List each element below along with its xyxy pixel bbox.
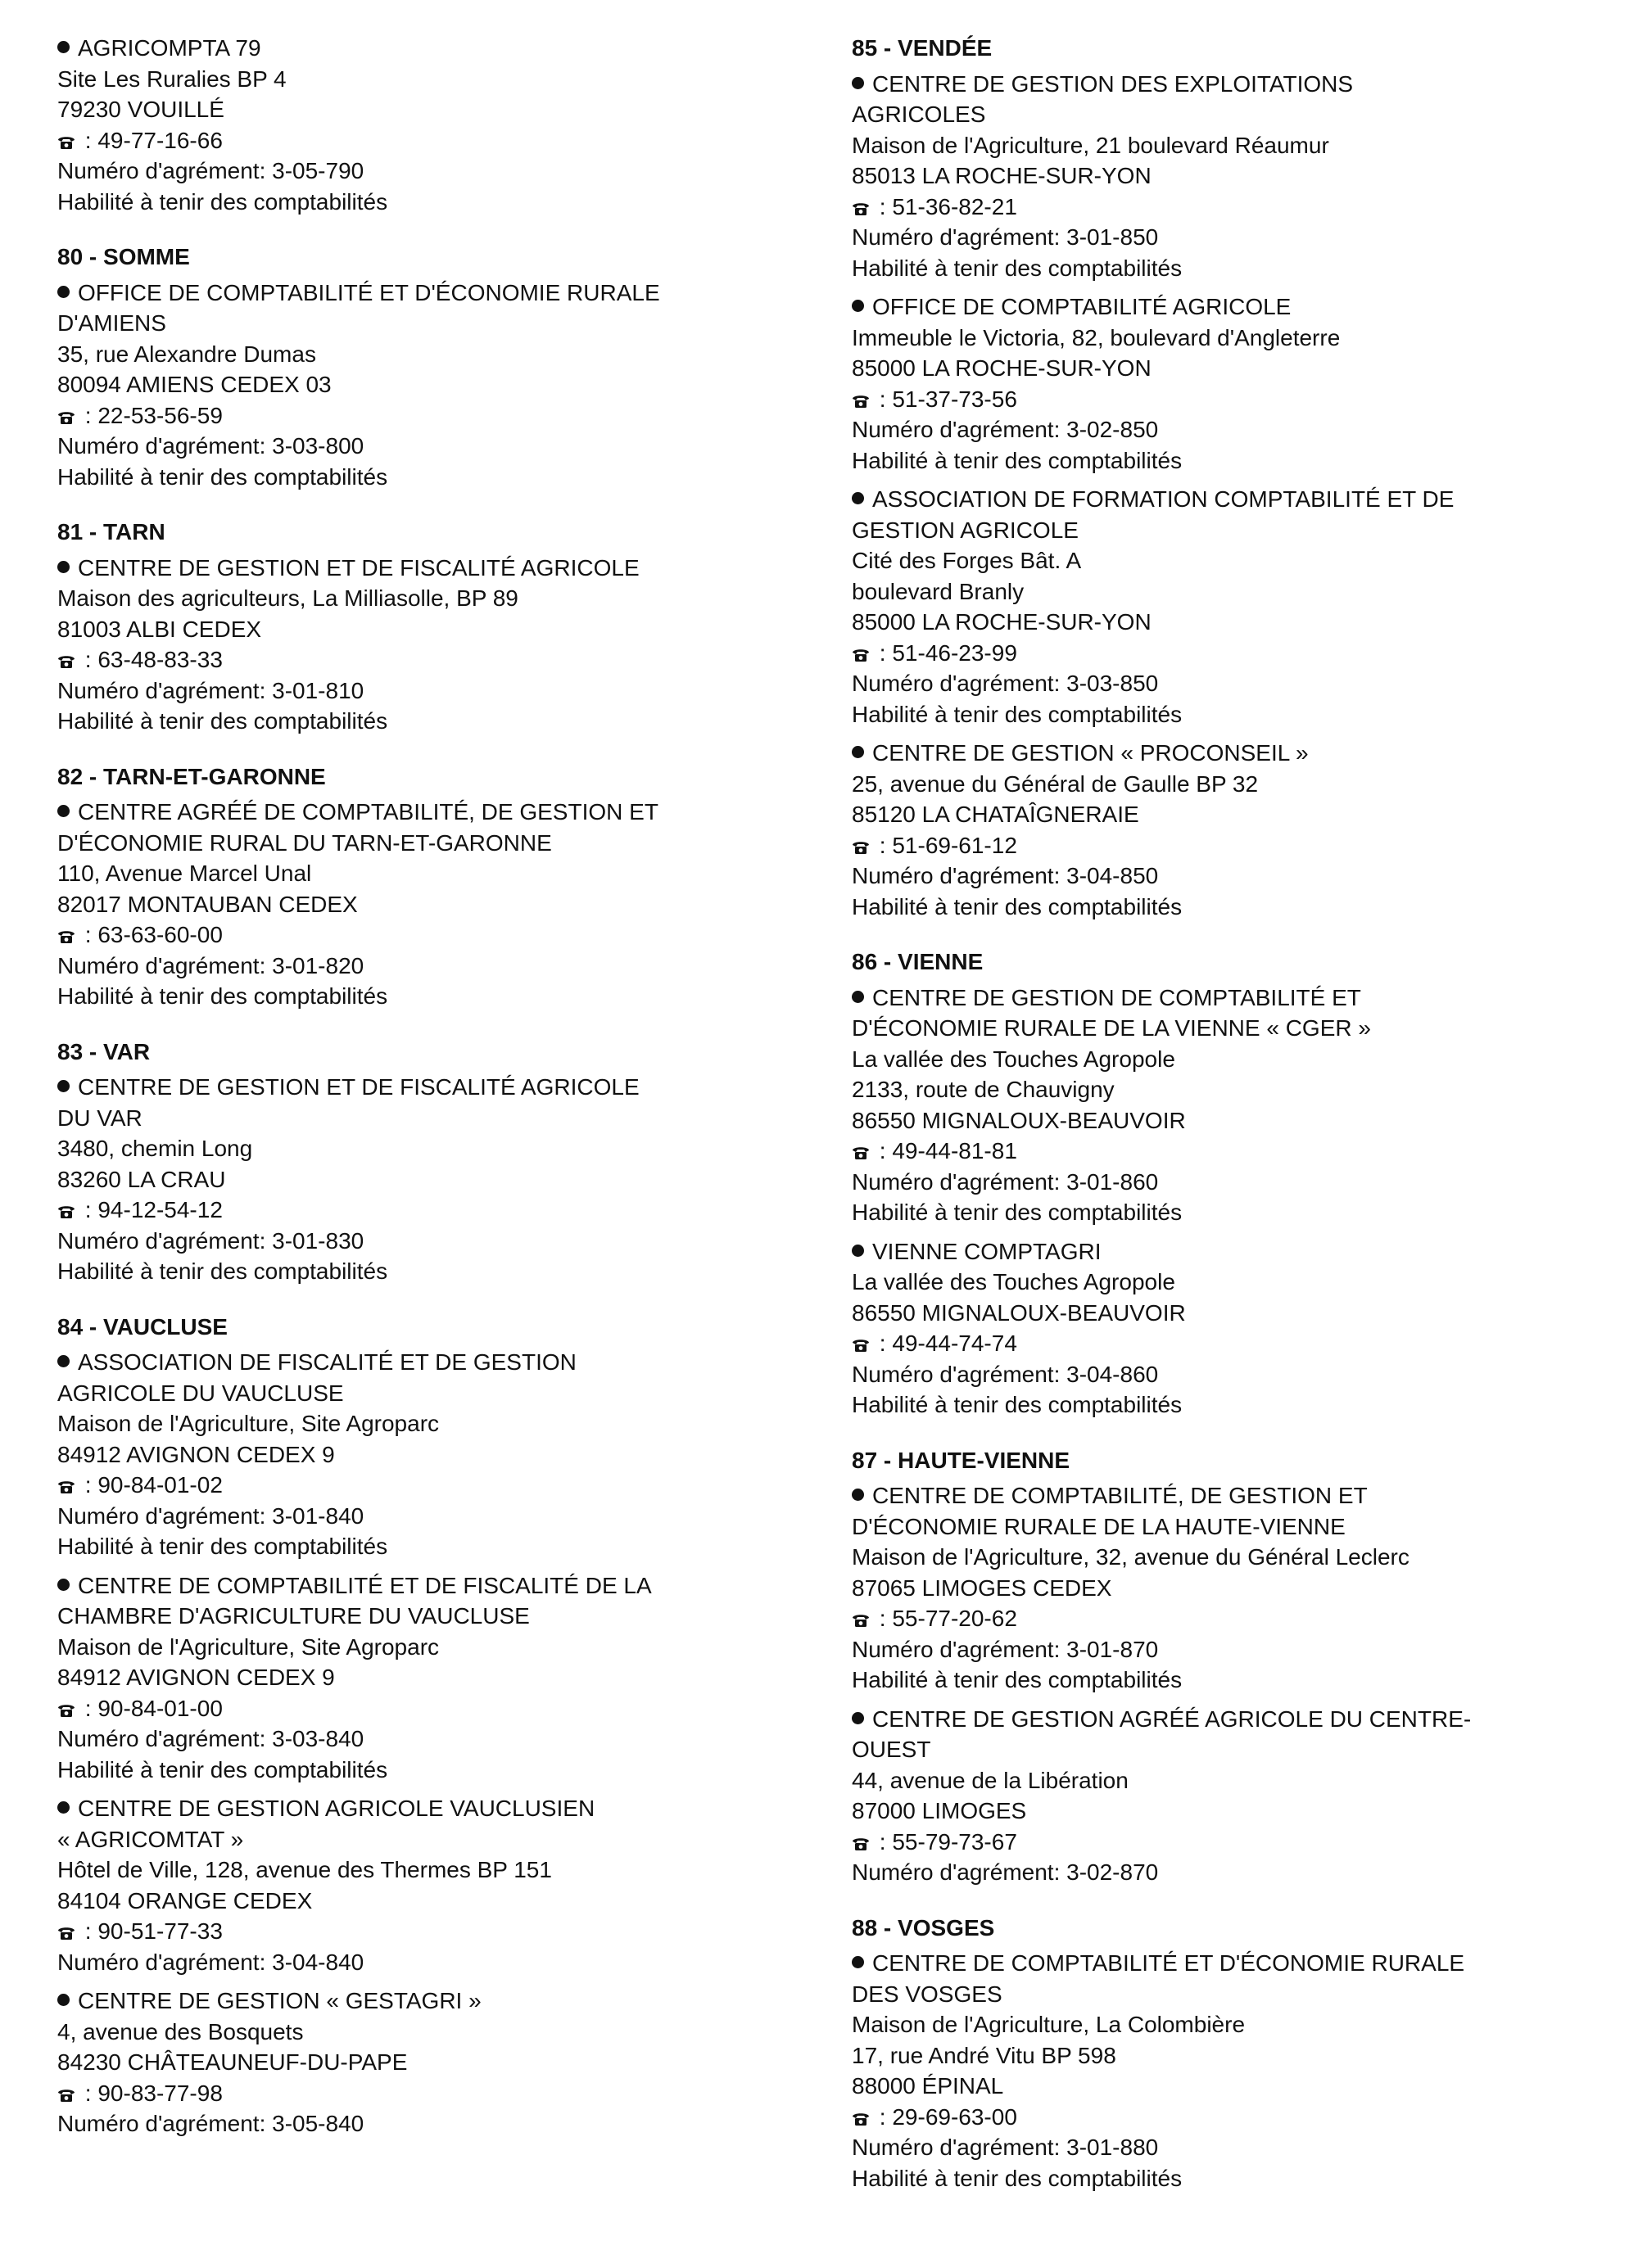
telephone-icon (57, 654, 75, 669)
entry-habilite: Habilité à tenir des comptabilités (57, 983, 388, 1009)
entry-name-text: VIENNE COMPTAGRI (872, 1238, 1102, 1264)
phone-number: 49-77-16-66 (97, 127, 223, 153)
agrement-label: Numéro d'agrément: (852, 224, 1067, 250)
entry-name-text: D'AMIENS (57, 310, 166, 336)
agrement-number: 3-01-830 (272, 1227, 364, 1254)
entry-phone (852, 384, 1638, 415)
entry-phone (57, 919, 844, 951)
entry-name (852, 1480, 1638, 1511)
agrement-label: Numéro d'agrément: (852, 417, 1067, 442)
entry-agrement (57, 1724, 844, 1755)
entry-address: Maison de l'Agriculture, Site Agroparc (57, 1411, 440, 1436)
entry-name-text: CENTRE DE COMPTABILITÉ ET DE FISCALITÉ DE LA (78, 1572, 652, 1598)
entry-name (57, 308, 844, 339)
bullet-icon (852, 1712, 864, 1724)
entry-name-text: D'ÉCONOMIE RURAL DU TARN-ET-GARONNE (57, 829, 552, 856)
agrement-label: Numéro d'agrément: (852, 863, 1067, 888)
entry-agrement (852, 1359, 1638, 1390)
agrement-number: 3-04-840 (272, 1949, 364, 1975)
agrement-number: 3-01-850 (1066, 224, 1159, 250)
entry-phone (852, 830, 1638, 861)
agrement-number: 3-04-850 (1066, 863, 1159, 888)
entry-address: Hôtel de Ville, 128, avenue des Thermes BP 151 (57, 1857, 552, 1882)
agrement-label: Numéro d'agrément: (57, 158, 273, 183)
department-heading: 85 - VENDÉE (852, 35, 993, 61)
directory-entry (57, 1570, 844, 1786)
agrement-label: Numéro d'agrément: (57, 1502, 273, 1529)
phone-separator: : (873, 1828, 893, 1855)
entry-address: 2133, route de Chauvigny (852, 1077, 1115, 1102)
phone-separator: : (79, 1472, 98, 1498)
entry-phone (852, 2102, 1638, 2133)
entry-agrement (852, 1857, 1638, 1888)
left-column (57, 33, 844, 2148)
agrement-label: Numéro d'agrément: (57, 1726, 273, 1751)
entry-habilite: Habilité à tenir des comptabilités (852, 255, 1183, 281)
entry-habilite: Habilité à tenir des comptabilités (57, 1534, 388, 1559)
directory-entry (852, 484, 1638, 730)
phone-separator: : (79, 1695, 98, 1721)
entry-habilite: Habilité à tenir des comptabilités (57, 188, 388, 215)
entry-address: 85000 LA ROCHE-SUR-YON (852, 609, 1152, 635)
phone-number: 94-12-54-12 (97, 1197, 223, 1222)
entry-name (852, 1704, 1638, 1735)
right-column (852, 33, 1638, 2202)
entry-agrement (852, 222, 1638, 253)
entry-address: La vallée des Touches Agropole (852, 1269, 1175, 1294)
directory-entry (57, 797, 844, 1012)
telephone-icon (852, 1613, 870, 1628)
agrement-number: 3-05-840 (272, 2111, 364, 2136)
entry-name-text: DES VOSGES (852, 1981, 1002, 2007)
entry-name (57, 1570, 844, 1602)
entry-name-text: AGRICOMPTA 79 (78, 35, 261, 61)
bullet-icon (852, 1956, 864, 1968)
agrement-number: 3-03-800 (272, 433, 364, 459)
entry-name-text: CENTRE DE GESTION « GESTAGRI » (78, 1988, 482, 2013)
directory-entry (57, 1793, 844, 1977)
entry-name-text: CENTRE DE COMPTABILITÉ ET D'ÉCONOMIE RURALE (872, 1950, 1465, 1976)
agrement-number: 3-02-850 (1066, 417, 1159, 442)
entry-habilite: Habilité à tenir des comptabilités (57, 1258, 388, 1284)
entry-agrement (852, 1634, 1638, 1665)
directory-entry (852, 1236, 1638, 1421)
agrement-number: 3-05-790 (272, 158, 364, 183)
entry-agrement (57, 2108, 844, 2139)
entry-habilite: Habilité à tenir des comptabilités (852, 447, 1183, 473)
agrement-label: Numéro d'agrément: (852, 671, 1067, 696)
phone-separator: : (873, 832, 893, 858)
phone-number: 51-69-61-12 (892, 832, 1017, 858)
entry-habilite: Habilité à tenir des comptabilités (57, 1756, 388, 1782)
entry-phone (57, 400, 844, 431)
agrement-label: Numéro d'agrément: (852, 1168, 1067, 1195)
agrement-number: 3-03-850 (1066, 671, 1159, 696)
phone-separator: : (873, 1606, 893, 1631)
telephone-icon (852, 394, 870, 409)
department-heading: 87 - HAUTE-VIENNE (852, 1447, 1070, 1473)
agrement-number: 3-01-860 (1066, 1168, 1159, 1195)
entry-address: Maison des agriculteurs, La Milliasolle, BP 89 (57, 585, 518, 611)
entry-name (57, 1793, 844, 1824)
entry-name-text: DU VAR (57, 1105, 143, 1131)
entry-address: 86550 MIGNALOUX-BEAUVOIR (852, 1299, 1186, 1326)
agrement-number: 3-04-860 (1066, 1361, 1159, 1387)
entry-name (852, 1511, 1638, 1543)
telephone-icon (852, 1338, 870, 1353)
department-heading: 88 - VOSGES (852, 1914, 995, 1940)
agrement-label: Numéro d'agrément: (852, 2135, 1067, 2160)
entry-name (852, 515, 1638, 546)
entry-habilite: Habilité à tenir des comptabilités (852, 1392, 1183, 1417)
department-heading: 83 - VAR (57, 1038, 151, 1064)
bullet-icon (852, 77, 864, 89)
agrement-label: Numéro d'agrément: (57, 1227, 273, 1254)
entry-name (852, 484, 1638, 515)
phone-number: 51-37-73-56 (892, 386, 1017, 412)
agrement-number: 3-01-870 (1066, 1636, 1159, 1662)
entry-name (852, 1013, 1638, 1044)
entry-address: 81003 ALBI CEDEX (57, 616, 262, 642)
directory-entry (57, 33, 844, 217)
entry-address: Maison de l'Agriculture, 21 boulevard Réaumur (852, 132, 1329, 158)
entry-address: 86550 MIGNALOUX-BEAUVOIR (852, 1107, 1186, 1133)
telephone-icon (57, 1926, 75, 1940)
telephone-icon (852, 1145, 870, 1160)
bullet-icon (57, 805, 70, 817)
phone-number: 90-83-77-98 (97, 2080, 223, 2106)
entry-name (852, 1948, 1638, 1979)
entry-name-text: AGRICOLES (852, 102, 986, 127)
agrement-label: Numéro d'agrément: (57, 1949, 273, 1975)
entry-name-text: CENTRE AGRÉÉ DE COMPTABILITÉ, DE GESTION ET (78, 799, 658, 825)
bullet-icon (852, 1489, 864, 1501)
department-heading: 84 - VAUCLUSE (57, 1313, 228, 1340)
entry-address: 85013 LA ROCHE-SUR-YON (852, 163, 1152, 188)
telephone-icon (57, 1204, 75, 1219)
entry-address: 87000 LIMOGES (852, 1798, 1027, 1823)
agrement-number: 3-01-810 (272, 677, 364, 703)
entry-phone (57, 125, 844, 156)
agrement-label: Numéro d'agrément: (57, 433, 273, 459)
directory-entry (852, 1948, 1638, 2193)
entry-address: Immeuble le Victoria, 82, boulevard d'Angleterre (852, 324, 1341, 350)
directory-entry (57, 553, 844, 737)
directory-entry (57, 1072, 844, 1287)
entry-phone (852, 1603, 1638, 1634)
bullet-icon (57, 1994, 70, 2006)
directory-entry (852, 69, 1638, 284)
telephone-icon (57, 410, 75, 425)
agrement-label: Numéro d'agrément: (852, 1361, 1067, 1387)
entry-agrement (852, 1167, 1638, 1198)
entry-address: La vallée des Touches Agropole (852, 1046, 1175, 1072)
entry-address: Maison de l'Agriculture, Site Agroparc (57, 1633, 440, 1660)
directory-entry (852, 983, 1638, 1228)
bullet-icon (852, 1245, 864, 1257)
directory-entry (852, 291, 1638, 476)
entry-agrement (852, 861, 1638, 892)
entry-address: 25, avenue du Général de Gaulle BP 32 (852, 770, 1259, 797)
phone-separator: : (873, 639, 893, 666)
entry-name-text: « AGRICOMTAT » (57, 1826, 244, 1852)
directory-entry (57, 278, 844, 493)
agrement-label: Numéro d'agrément: (57, 952, 273, 978)
entry-phone (57, 2078, 844, 2109)
telephone-icon (57, 1480, 75, 1494)
phone-number: 63-63-60-00 (97, 922, 223, 947)
bullet-icon (852, 991, 864, 1003)
directory-entry (57, 1986, 844, 2139)
entry-name-text: OFFICE DE COMPTABILITÉ ET D'ÉCONOMIE RURALE (78, 279, 660, 305)
phone-separator: : (873, 1138, 893, 1163)
entry-habilite: Habilité à tenir des comptabilités (852, 893, 1183, 919)
entry-name (57, 1072, 844, 1103)
entry-address: Cité des Forges Bât. A (852, 548, 1082, 573)
entry-name-text: D'ÉCONOMIE RURALE DE LA HAUTE-VIENNE (852, 1513, 1346, 1539)
entry-name (57, 1601, 844, 1632)
entry-name (852, 69, 1638, 100)
entry-phone (852, 192, 1638, 223)
phone-separator: : (79, 2080, 98, 2106)
phone-number: 49-44-74-74 (892, 1331, 1017, 1356)
entry-address: 79230 VOUILLÉ (57, 97, 224, 122)
entry-phone (57, 1693, 844, 1724)
entry-name (852, 1236, 1638, 1267)
entry-name (852, 738, 1638, 769)
agrement-label: Numéro d'agrément: (57, 677, 273, 703)
entry-address: 84230 CHÂTEAUNEUF-DU-PAPE (57, 2049, 408, 2075)
entry-agrement (57, 156, 844, 187)
agrement-number: 3-03-840 (272, 1726, 364, 1751)
entry-address: 35, rue Alexandre Dumas (57, 341, 316, 367)
agrement-number: 3-01-880 (1066, 2135, 1159, 2160)
entry-habilite: Habilité à tenir des comptabilités (852, 2165, 1183, 2191)
phone-separator: : (79, 922, 98, 947)
telephone-icon (57, 2088, 75, 2103)
entry-name-text: CENTRE DE GESTION AGRICOLE VAUCLUSIEN (78, 1796, 595, 1821)
bullet-icon (57, 286, 70, 298)
entry-address: 85000 LA ROCHE-SUR-YON (852, 355, 1152, 381)
entry-phone (57, 1195, 844, 1226)
directory-entry (852, 1704, 1638, 1888)
entry-phone (57, 1470, 844, 1501)
phone-separator: : (873, 2103, 893, 2130)
agrement-number: 3-02-870 (1066, 1859, 1159, 1885)
entry-phone (852, 1136, 1638, 1167)
phone-separator: : (873, 386, 893, 412)
entry-name (852, 1734, 1638, 1765)
entry-name-text: ASSOCIATION DE FISCALITÉ ET DE GESTION (78, 1349, 577, 1375)
bullet-icon (852, 746, 864, 758)
phone-number: 49-44-81-81 (892, 1138, 1017, 1163)
entry-name (57, 1986, 844, 2017)
phone-number: 51-46-23-99 (892, 639, 1017, 666)
entry-name (852, 1979, 1638, 2010)
telephone-icon (852, 2112, 870, 2126)
entry-name-text: CENTRE DE GESTION DE COMPTABILITÉ ET (872, 984, 1361, 1010)
phone-separator: : (79, 402, 98, 428)
entry-address: 84912 AVIGNON CEDEX 9 (57, 1665, 335, 1690)
entry-address: 84104 ORANGE CEDEX (57, 1887, 313, 1913)
department-heading: 81 - TARN (57, 519, 165, 544)
entry-phone (852, 1328, 1638, 1359)
phone-number: 55-79-73-67 (892, 1828, 1017, 1855)
entry-address: 44, avenue de la Libération (852, 1767, 1129, 1793)
entry-name-text: D'ÉCONOMIE RURALE DE LA VIENNE « CGER » (852, 1015, 1371, 1041)
directory-entry (852, 738, 1638, 922)
phone-separator: : (79, 647, 98, 672)
entry-name (57, 553, 844, 584)
entry-habilite: Habilité à tenir des comptabilités (852, 1667, 1183, 1692)
entry-address: 88000 ÉPINAL (852, 2073, 1004, 2099)
telephone-icon (57, 1703, 75, 1718)
entry-address: 110, Avenue Marcel Unal (57, 861, 312, 886)
phone-separator: : (79, 1918, 98, 1944)
entry-address: boulevard Branly (852, 578, 1025, 604)
department-heading: 82 - TARN-ET-GARONNE (57, 763, 326, 789)
entry-address: Maison de l'Agriculture, La Colombière (852, 2012, 1246, 2037)
directory-entry (852, 1480, 1638, 1696)
entry-habilite: Habilité à tenir des comptabilités (57, 463, 388, 490)
entry-name-text: CENTRE DE GESTION « PROCONSEIL » (872, 740, 1309, 766)
entry-habilite: Habilité à tenir des comptabilités (852, 1200, 1183, 1225)
bullet-icon (852, 300, 864, 312)
phone-number: 90-84-01-00 (97, 1695, 223, 1721)
entry-address: 82017 MONTAUBAN CEDEX (57, 891, 358, 917)
agrement-number: 3-01-820 (272, 952, 364, 978)
entry-name-text: GESTION AGRICOLE (852, 517, 1079, 543)
entry-address: 17, rue André Vitu BP 598 (852, 2042, 1116, 2068)
entry-address: 87065 LIMOGES CEDEX (852, 1574, 1112, 1601)
entry-agrement (57, 675, 844, 707)
entry-name-text: CENTRE DE COMPTABILITÉ, DE GESTION ET (872, 1483, 1368, 1508)
telephone-icon (852, 840, 870, 855)
entry-name (57, 1347, 844, 1378)
telephone-icon (57, 135, 75, 150)
entry-name (852, 291, 1638, 323)
phone-number: 51-36-82-21 (892, 193, 1017, 219)
entry-name (57, 278, 844, 309)
phone-number: 90-84-01-02 (97, 1472, 223, 1498)
phone-separator: : (79, 127, 98, 153)
entry-agrement (57, 1226, 844, 1257)
phone-number: 63-48-83-33 (97, 647, 223, 672)
bullet-icon (57, 1801, 70, 1814)
entry-agrement (852, 414, 1638, 445)
entry-name (57, 33, 844, 64)
directory-entry (57, 1347, 844, 1562)
agrement-label: Numéro d'agrément: (852, 1636, 1067, 1662)
department-heading: 80 - SOMME (57, 244, 190, 269)
entry-name (852, 99, 1638, 130)
entry-name (57, 797, 844, 828)
entry-name (57, 1378, 844, 1409)
telephone-icon (852, 201, 870, 216)
agrement-label: Numéro d'agrément: (852, 1859, 1067, 1885)
entry-phone (57, 1916, 844, 1947)
entry-name (57, 1103, 844, 1134)
entry-name-text: CENTRE DE GESTION AGRÉÉ AGRICOLE DU CENTRE- (872, 1706, 1472, 1732)
entry-name-text: CENTRE DE GESTION ET DE FISCALITÉ AGRICOLE (78, 554, 640, 581)
bullet-icon (57, 1579, 70, 1591)
phone-separator: : (873, 193, 893, 219)
entry-name (57, 1824, 844, 1855)
entry-address: 84912 AVIGNON CEDEX 9 (57, 1441, 335, 1467)
entry-name-text: CHAMBRE D'AGRICULTURE DU VAUCLUSE (57, 1603, 530, 1629)
entry-address: Maison de l'Agriculture, 32, avenue du Général Leclerc (852, 1544, 1409, 1570)
phone-number: 55-77-20-62 (892, 1606, 1017, 1631)
entry-address: Site Les Ruralies BP 4 (57, 66, 287, 92)
agrement-label: Numéro d'agrément: (57, 2111, 273, 2136)
entry-phone (57, 644, 844, 675)
entry-address: 80094 AMIENS CEDEX 03 (57, 372, 332, 397)
entry-name-text: OUEST (852, 1737, 931, 1762)
agrement-number: 3-01-840 (272, 1502, 364, 1529)
entry-name (852, 983, 1638, 1014)
entry-agrement (57, 1947, 844, 1978)
phone-separator: : (873, 1331, 893, 1356)
bullet-icon (57, 41, 70, 53)
telephone-icon (852, 648, 870, 662)
telephone-icon (852, 1837, 870, 1851)
bullet-icon (57, 561, 70, 573)
entry-agrement (57, 431, 844, 462)
entry-name-text: OFFICE DE COMPTABILITÉ AGRICOLE (872, 294, 1292, 319)
entry-habilite: Habilité à tenir des comptabilités (57, 708, 388, 734)
entry-phone (852, 638, 1638, 669)
phone-separator: : (79, 1197, 98, 1222)
entry-address: 3480, chemin Long (57, 1136, 253, 1161)
entry-name-text: CENTRE DE GESTION DES EXPLOITATIONS (872, 70, 1354, 97)
entry-address: 4, avenue des Bosquets (57, 2018, 304, 2044)
bullet-icon (57, 1080, 70, 1092)
bullet-icon (852, 492, 864, 504)
entry-name-text: CENTRE DE GESTION ET DE FISCALITÉ AGRICOLE (78, 1074, 640, 1100)
entry-agrement (57, 951, 844, 982)
phone-number: 22-53-56-59 (97, 402, 223, 428)
bullet-icon (57, 1355, 70, 1367)
entry-phone (852, 1827, 1638, 1858)
entry-agrement (57, 1501, 844, 1532)
entry-habilite: Habilité à tenir des comptabilités (852, 701, 1183, 727)
phone-number: 29-69-63-00 (892, 2103, 1017, 2130)
entry-name (57, 828, 844, 859)
entry-name-text: AGRICOLE DU VAUCLUSE (57, 1380, 344, 1406)
phone-number: 90-51-77-33 (97, 1918, 223, 1944)
entry-address: 83260 LA CRAU (57, 1166, 226, 1192)
entry-name-text: ASSOCIATION DE FORMATION COMPTABILITÉ ET DE (872, 486, 1455, 512)
entry-agrement (852, 2132, 1638, 2163)
entry-agrement (852, 668, 1638, 699)
telephone-icon (57, 929, 75, 944)
department-heading: 86 - VIENNE (852, 949, 984, 974)
entry-address: 85120 LA CHATAÎGNERAIE (852, 802, 1139, 827)
